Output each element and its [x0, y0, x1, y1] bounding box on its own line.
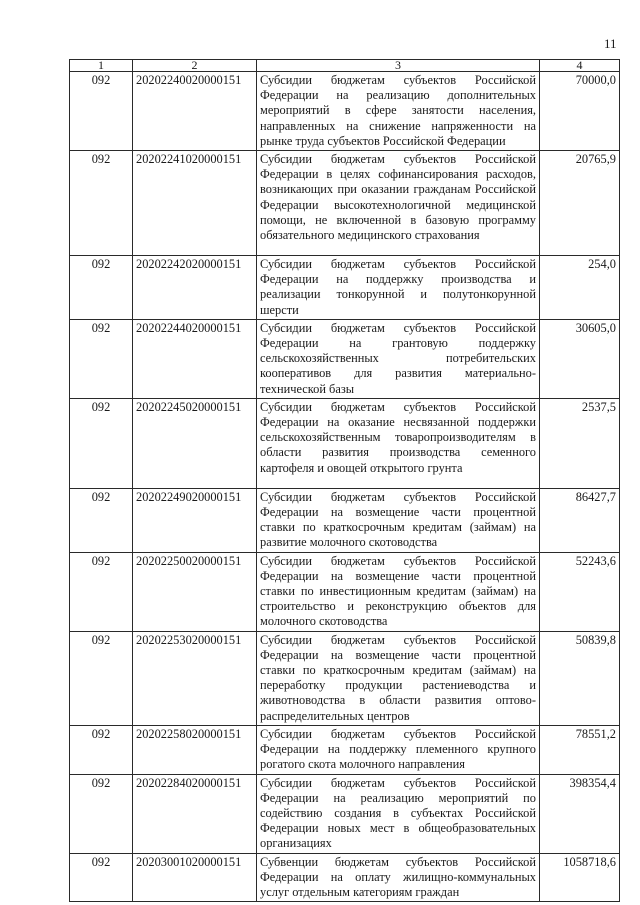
budget-code-cell: 20202241020000151 [133, 151, 257, 256]
amount-cell: 52243,6 [540, 552, 620, 631]
table-row [70, 631, 620, 725]
description-cell: Субсидии бюджетам субъектов Российской Федерации на возмещение части процентной ставки по краткосрочным кредитам (займам) на переработку продукции растениеводства и животноводства в области развития оптово-распределительных центров [257, 631, 540, 725]
table-row [70, 725, 620, 774]
admin-code-cell: 092 [70, 151, 133, 256]
budget-code-cell: 20202240020000151 [133, 72, 257, 151]
admin-code-cell: 092 [70, 319, 133, 398]
amount-cell: 2537,5 [540, 398, 620, 488]
amount-cell: 398354,4 [540, 774, 620, 853]
budget-code-cell: 20202244020000151 [133, 319, 257, 398]
column-header: 4 [540, 60, 620, 72]
amount-cell: 30605,0 [540, 319, 620, 398]
admin-code-cell: 092 [70, 552, 133, 631]
budget-code-cell: 20202249020000151 [133, 488, 257, 552]
table-row [70, 398, 620, 488]
admin-code-cell: 092 [70, 631, 133, 725]
column-header: 3 [257, 60, 540, 72]
amount-cell: 20765,9 [540, 151, 620, 256]
amount-cell: 50839,8 [540, 631, 620, 725]
table-row [70, 72, 620, 151]
table-row [70, 853, 620, 902]
budget-code-cell: 20202253020000151 [133, 631, 257, 725]
admin-code-cell: 092 [70, 72, 133, 151]
budget-code-cell: 20202258020000151 [133, 725, 257, 774]
admin-code-cell: 092 [70, 853, 133, 902]
admin-code-cell: 092 [70, 774, 133, 853]
description-cell: Субсидии бюджетам субъектов Российской Федерации на возмещение части процентной ставки по инвестиционным кредитам (займам) на строительство и реконструкцию объектов для молочного скотоводства [257, 552, 540, 631]
budget-revenue-table [69, 59, 620, 902]
description-cell: Субсидии бюджетам субъектов Российской Федерации на возмещение части процентной ставки по краткосрочным кредитам (займам) на развитие молочного скотоводства [257, 488, 540, 552]
column-number-row [70, 60, 620, 72]
column-header: 2 [133, 60, 257, 72]
page-number: 11 [604, 36, 617, 51]
table-row [70, 256, 620, 320]
budget-code-cell: 20203001020000151 [133, 853, 257, 902]
description-cell: Субсидии бюджетам субъектов Российской Федерации на поддержку производства и реализации тонкорунной и полутонкорунной шерсти [257, 256, 540, 320]
table-row [70, 151, 620, 256]
admin-code-cell: 092 [70, 398, 133, 488]
admin-code-cell: 092 [70, 488, 133, 552]
description-cell: Субсидии бюджетам субъектов Российской Федерации на поддержку племенного крупного рогатого скота молочного направления [257, 725, 540, 774]
budget-code-cell: 20202284020000151 [133, 774, 257, 853]
description-cell: Субсидии бюджетам субъектов Российской Федерации на оказание несвязанной поддержки сельскохозяйственным товаропроизводителям в области развития производства семенного картофеля и овощей открытого грунта [257, 398, 540, 488]
column-header: 1 [70, 60, 133, 72]
budget-code-cell: 20202250020000151 [133, 552, 257, 631]
description-cell: Субвенции бюджетам субъектов Российской Федерации на оплату жилищно-коммунальных услуг отдельным категориям граждан [257, 853, 540, 902]
amount-cell: 78551,2 [540, 725, 620, 774]
admin-code-cell: 092 [70, 725, 133, 774]
budget-code-cell: 20202245020000151 [133, 398, 257, 488]
table-row [70, 552, 620, 631]
amount-cell: 254,0 [540, 256, 620, 320]
description-cell: Субсидии бюджетам субъектов Российской Федерации на реализацию дополнительных мероприятий в сфере занятости населения, направленных на снижение напряженности на рынке труда субъектов Российской Федерации [257, 72, 540, 151]
budget-code-cell: 20202242020000151 [133, 256, 257, 320]
table-row [70, 319, 620, 398]
table-row [70, 774, 620, 853]
description-cell: Субсидии бюджетам субъектов Российской Федерации в целях софинансирования расходов, возникающих при оказании гражданам Российской Федерации высокотехнологичной медицинской помощи, не включенной в базовую программу обязательного медицинского страхования [257, 151, 540, 256]
amount-cell: 1058718,6 [540, 853, 620, 902]
amount-cell: 70000,0 [540, 72, 620, 151]
table-row [70, 488, 620, 552]
amount-cell: 86427,7 [540, 488, 620, 552]
description-cell: Субсидии бюджетам субъектов Российской Федерации на грантовую поддержку сельскохозяйственных потребительских кооперативов для развития материально-технической базы [257, 319, 540, 398]
description-cell: Субсидии бюджетам субъектов Российской Федерации на реализацию мероприятий по содействию создания в субъектах Российской Федерации новых мест в общеобразовательных организациях [257, 774, 540, 853]
admin-code-cell: 092 [70, 256, 133, 320]
